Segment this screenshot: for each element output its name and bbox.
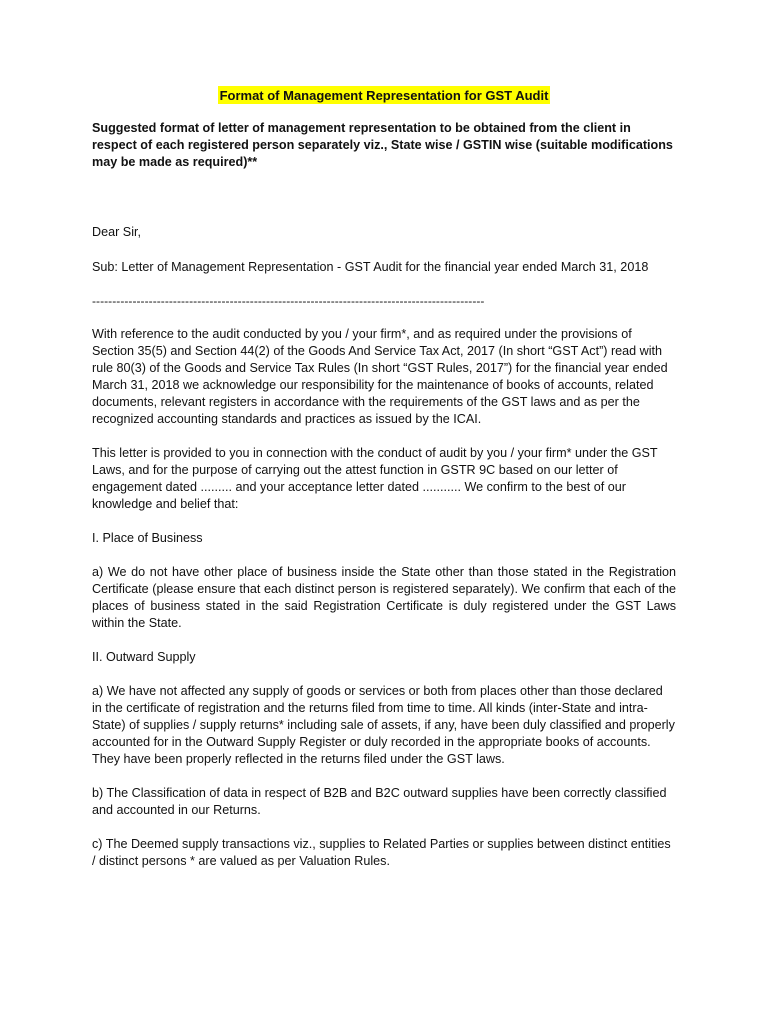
- outward-supply-item-a: a) We have not affected any supply of goods or services or both from places other than those declared in the certificate of registration and the returns filed from time to time. All kinds (inter-State and intra-State) of supplies / supply returns* including sale of assets, if any, have been duly classified and properly accounted for in the Outward Supply Register or duly recorded in the appropriate books of accounts. They have been properly reflected in the returns filed under the GST laws.: [92, 684, 675, 766]
- document-title: Format of Management Representation for GST Audit: [219, 88, 549, 103]
- section-heading-outward-supply: II. Outward Supply: [92, 650, 196, 664]
- paragraph-reference: With reference to the audit conducted by you / your firm*, and as required under the provisions of Section 35(5) and Section 44(2) of the Goods And Service Tax Act, 2017 (In short “GST Act”) read with rule 80(3) of the Goods and Service Tax Rules (In short “GST Rules, 2017”) for the financial year ended March 31, 2018 we acknowledge our responsibility for the maintenance of books of accounts, related documents, relevant registers in accordance with the requirements of the GST laws and as per the recognized accounting standards and practices as issued by the ICAI.: [92, 327, 668, 426]
- outward-supply-item-b: b) The Classification of data in respect of B2B and B2C outward supplies have been correctly classified and accounted in our Returns.: [92, 786, 667, 817]
- title-container: [92, 86, 676, 105]
- paragraph-purpose: This letter is provided to you in connection with the conduct of audit by you / your firm* under the GST Laws, and for the purpose of carrying out the attest function in GSTR 9C based on our letter of engagement dated ......... and your acceptance letter dated ........... We confirm to the best of our knowledge and belief that:: [92, 446, 658, 511]
- salutation: Dear Sir,: [92, 225, 141, 239]
- intro-paragraph: Suggested format of letter of management representation to be obtained from the client in respect of each registered person separately viz., State wise / GSTIN wise (suitable modifications may be made as required)**: [92, 121, 673, 169]
- outward-supply-item-c: c) The Deemed supply transactions viz., supplies to Related Parties or supplies between distinct entities / distinct persons * are valued as per Valuation Rules.: [92, 837, 671, 868]
- separator-line: -------------------------------------------------------------------------------------------------: [92, 294, 485, 308]
- subject-line: Sub: Letter of Management Representation - GST Audit for the financial year ended March 31, 2018: [92, 260, 649, 274]
- document-body: [92, 86, 676, 887]
- section-heading-place-of-business: I. Place of Business: [92, 531, 203, 545]
- place-of-business-item-a: a) We do not have other place of business inside the State other than those stated in the Registration Certificate (please ensure that each distinct person is registered separately). We confirm that each of the places of business stated in the said Registration Certificate is duly registered under the GST Laws within the State.: [92, 565, 676, 630]
